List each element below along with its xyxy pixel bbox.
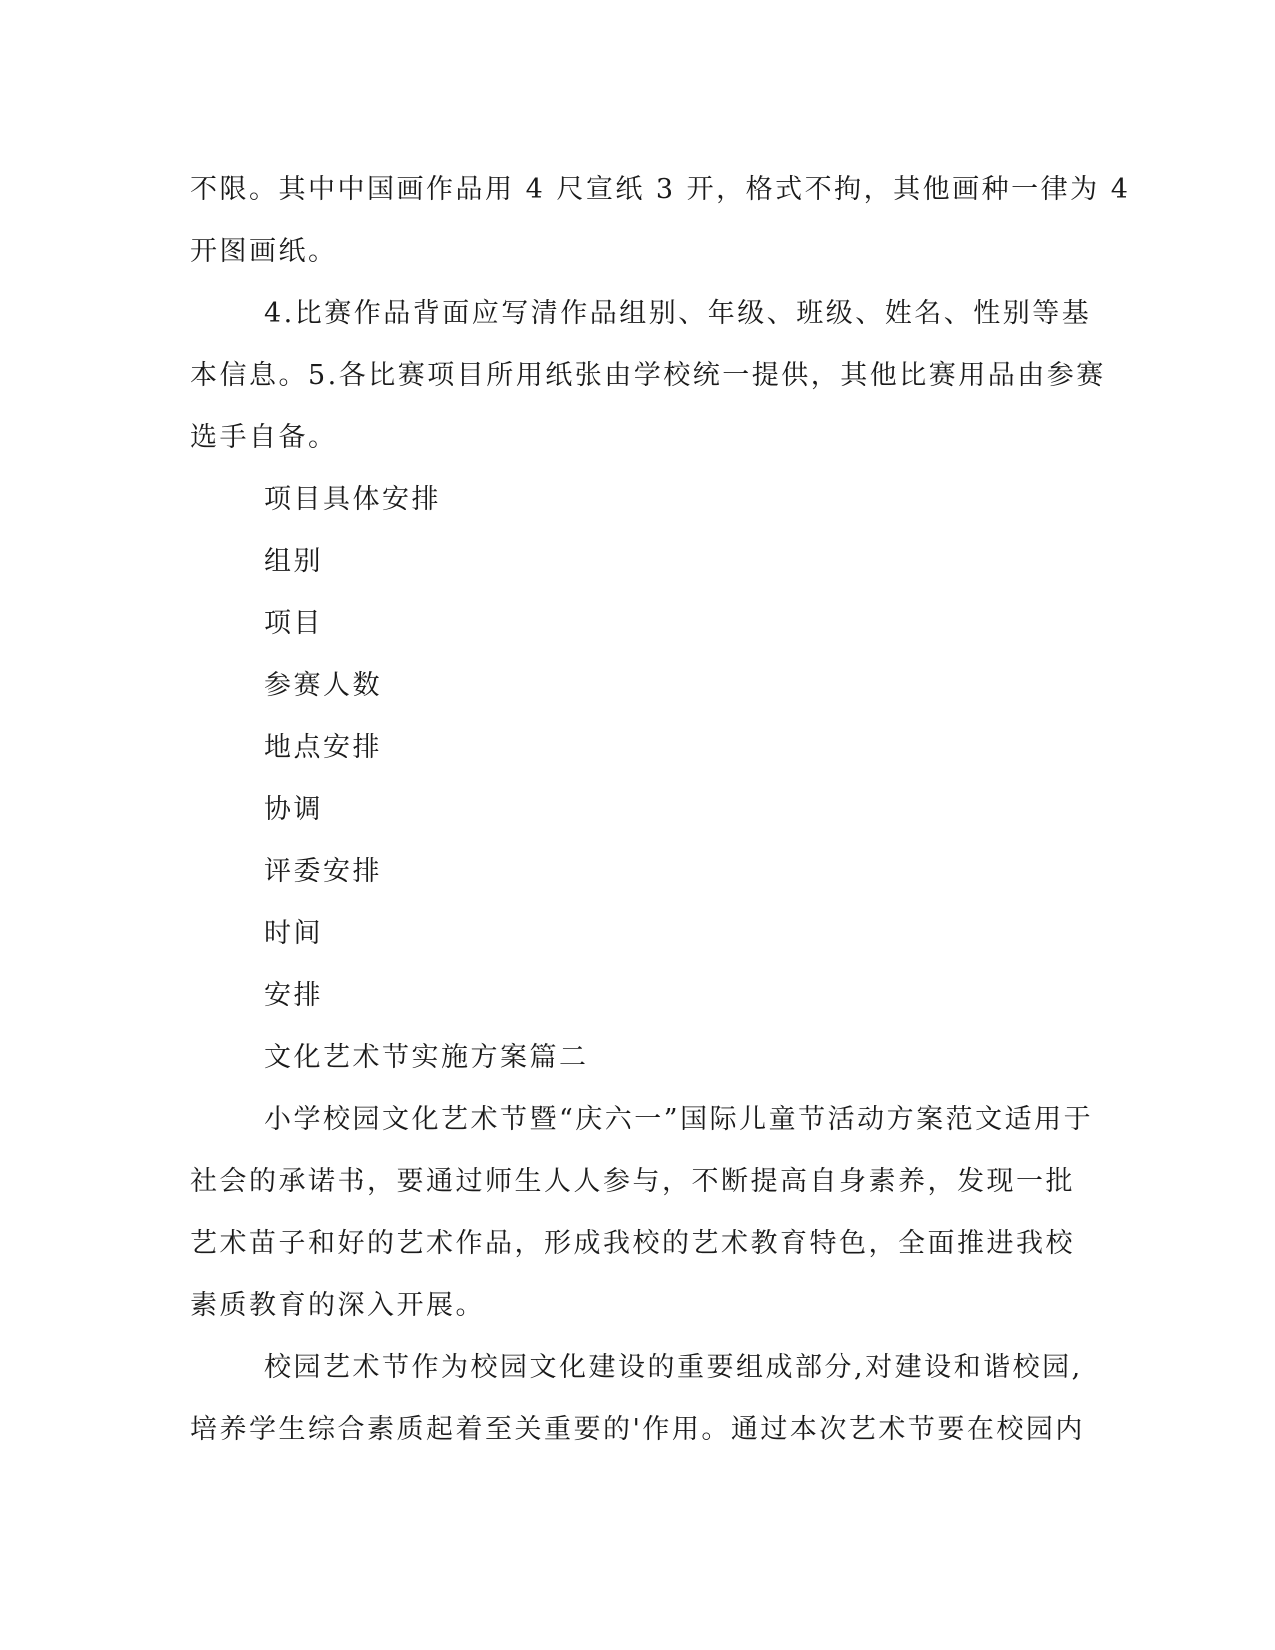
text-line: 开图画纸。 xyxy=(190,236,338,267)
table-cell-label: 参赛人数 xyxy=(264,670,382,701)
text-line: 社会的承诺书，要通过师生人人参与，不断提高自身素养，发现一批 xyxy=(190,1166,1075,1197)
text-line: 艺术苗子和好的艺术作品，形成我校的艺术教育特色，全面推进我校 xyxy=(190,1228,1075,1259)
table-cell-label: 项目 xyxy=(264,608,323,639)
text-line: 不限。其中中国画作品用 4 尺宣纸 3 开，格式不拘，其他画种一律为 4 xyxy=(190,174,1131,205)
text-line: 校园艺术节作为校园文化建设的重要组成部分,对建设和谐校园, xyxy=(264,1352,1083,1383)
table-cell-label: 协调 xyxy=(264,794,323,825)
text-line: 4.比赛作品背面应写清作品组别、年级、班级、姓名、性别等基 xyxy=(264,298,1092,329)
section-title: 文化艺术节实施方案篇二 xyxy=(264,1042,589,1073)
document-body xyxy=(190,159,1131,1461)
table-cell-label: 组别 xyxy=(264,546,323,577)
text-line: 素质教育的深入开展。 xyxy=(190,1290,485,1321)
section-heading: 项目具体安排 xyxy=(264,484,441,515)
text-line: 本信息。5.各比赛项目所用纸张由学校统一提供，其他比赛用品由参赛 xyxy=(190,360,1106,391)
table-cell-label: 时间 xyxy=(264,918,323,949)
table-cell-label: 评委安排 xyxy=(264,856,382,887)
table-cell-label: 安排 xyxy=(264,980,323,1011)
text-line: 选手自备。 xyxy=(190,422,338,453)
text-line: 小学校园文化艺术节暨“庆六一”国际儿童节活动方案范文适用于 xyxy=(264,1104,1094,1135)
table-cell-label: 地点安排 xyxy=(264,732,382,763)
text-line: 培养学生综合素质起着至关重要的'作用。通过本次艺术节要在校园内 xyxy=(190,1414,1085,1445)
